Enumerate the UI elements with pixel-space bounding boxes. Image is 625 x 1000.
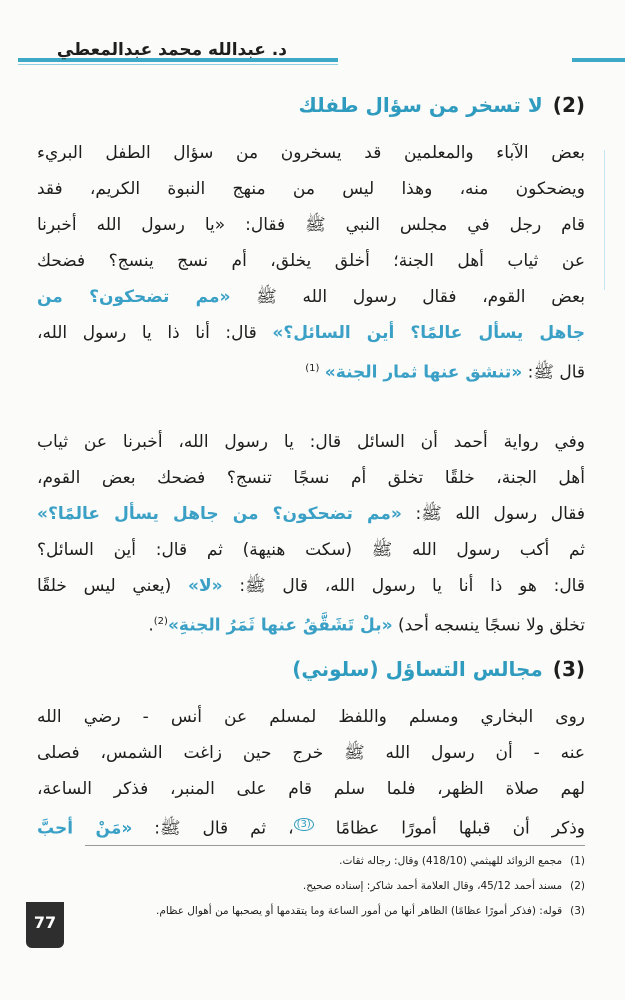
body-line (37, 496, 585, 532)
section-2-heading (299, 93, 585, 117)
body-line: وفي رواية أحمد أن السائل قال: يا رسول الله، أخبرنا عن ثياب (37, 432, 585, 452)
hadith-quote: جاهل يسأل عالمًا؟ أين السائل؟» (272, 323, 585, 343)
body-line: قام رجل في مجلس النبي ﷺ فقال: «يا رسول الله أخبرنا (37, 215, 585, 235)
body-line: عن ثياب أهل الجنة؛ أخلق يخلق، أم نسج ينسج؟ فضحك (37, 251, 585, 271)
section-2-title: لا تسخر من سؤال طفلك (298, 93, 543, 117)
footnote-text: قوله: (فذكر أمورًا عظامًا) الظاهر أنها من أمور الساعة وما يتقدمها أو يصحبها من أهوال عظام. (156, 905, 563, 917)
body-line: تخلق ولا نسجًا ينسجه أحد) «بلْ تَشَقَّقُ عنها ثَمَرُ الجنةِ»$^{(2)}$. (148, 615, 585, 636)
body-line (37, 568, 585, 604)
section-3-subtitle: (سلوني) (292, 657, 379, 681)
section-2-number: (2) (552, 93, 585, 117)
body-text: فقال رسول الله ﷺ: (401, 504, 585, 524)
body-line (37, 279, 585, 315)
body-text: (يعني ليس خلقًا (37, 576, 189, 596)
body-text: بعض القوم، فقال رسول الله ﷺ (256, 287, 585, 307)
section-3-heading (292, 657, 585, 681)
hadith-quote: «تنشق عنها ثمار الجنة» (324, 362, 523, 383)
footnote-marker: (3) (294, 818, 314, 831)
hadith-quote: «مَنْ أحبَّ (37, 818, 133, 839)
body-line (37, 351, 585, 387)
section-2-body (37, 135, 585, 387)
body-text: تخلق ولا نسجًا ينسجه أحد) (392, 615, 585, 636)
footnote-text: مجمع الزوائد للهيثمي (418/10) وقال: رجاله ثقات. (339, 855, 563, 867)
footnote-marker: (2) (153, 616, 168, 627)
page-number: 77 (33, 913, 57, 932)
footnote-number: (3) (570, 905, 585, 917)
footnote-3 (25, 905, 585, 917)
body-text: وذكر أن قبلها أمورًا عظامًا (335, 818, 585, 839)
body-text: قال: أنا ذا يا رسول الله، (37, 323, 273, 343)
footnote-text: مسند أحمد 45/12، وقال العلامة أحمد شاكر: إسناده صحيح. (302, 880, 563, 892)
section-3-number: (3) (552, 657, 585, 681)
body-text: قال ﷺ: (522, 362, 585, 383)
body-line: بعض الآباء والمعلمين قد يسخرون من سؤال الطفل البريء (37, 143, 585, 163)
body-text: ، ثم قال ﷺ: (132, 818, 294, 839)
section-3-body (37, 699, 585, 843)
hadith-quote: «بلْ تَشَقَّقُ عنها ثَمَرُ الجنةِ» (167, 615, 393, 636)
body-line: روى البخاري ومسلم واللفظ لمسلم عن أنس - رضي الله (37, 707, 585, 727)
footnote-separator (85, 845, 585, 846)
section-3-title: مجالس التساؤل (385, 657, 543, 681)
margin-rule (604, 150, 605, 290)
body-line (37, 315, 585, 351)
body-line: أهل الجنة، خلقًا تخلق أم نسجًا تنسج؟ فضحك بعض القوم، (37, 468, 585, 488)
header-rule-thin (18, 64, 338, 65)
footnote-marker: (1) (305, 363, 320, 374)
hadith-quote: «مم تضحكون؟ من (37, 287, 231, 307)
body-line: ثم أكب رسول الله ﷺ (سكت هنيهة) ثم قال: أين السائل؟ (37, 540, 585, 560)
footnote-1 (25, 855, 585, 867)
body-line: ويضحكون منه، وهذا ليس من منهج النبوة الكريم، فقد (37, 179, 585, 199)
footnote-2 (25, 880, 585, 892)
footnote-number: (2) (570, 880, 585, 892)
hadith-quote: «لا» (188, 576, 223, 596)
body-line (37, 807, 585, 843)
footnote-number: (1) (570, 855, 585, 867)
body-line: لهم صلاة الظهر، فلما سلم قام على المنبر، فذكر الساعة، (37, 779, 585, 799)
hadith-quote: «مم تضحكون؟ من جاهل يسأل عالمًا؟» (37, 504, 402, 524)
body-text: قال: هو ذا أنا يا رسول الله، قال ﷺ: (222, 576, 585, 596)
header-rule-right (572, 58, 625, 62)
body-line: عنه - أن رسول الله ﷺ خرج حين زاغت الشمس، فصلى (37, 743, 585, 763)
ahmad-narration (37, 424, 585, 640)
running-header-author: د. عبدالله محمد عبدالمعطي (56, 40, 287, 60)
